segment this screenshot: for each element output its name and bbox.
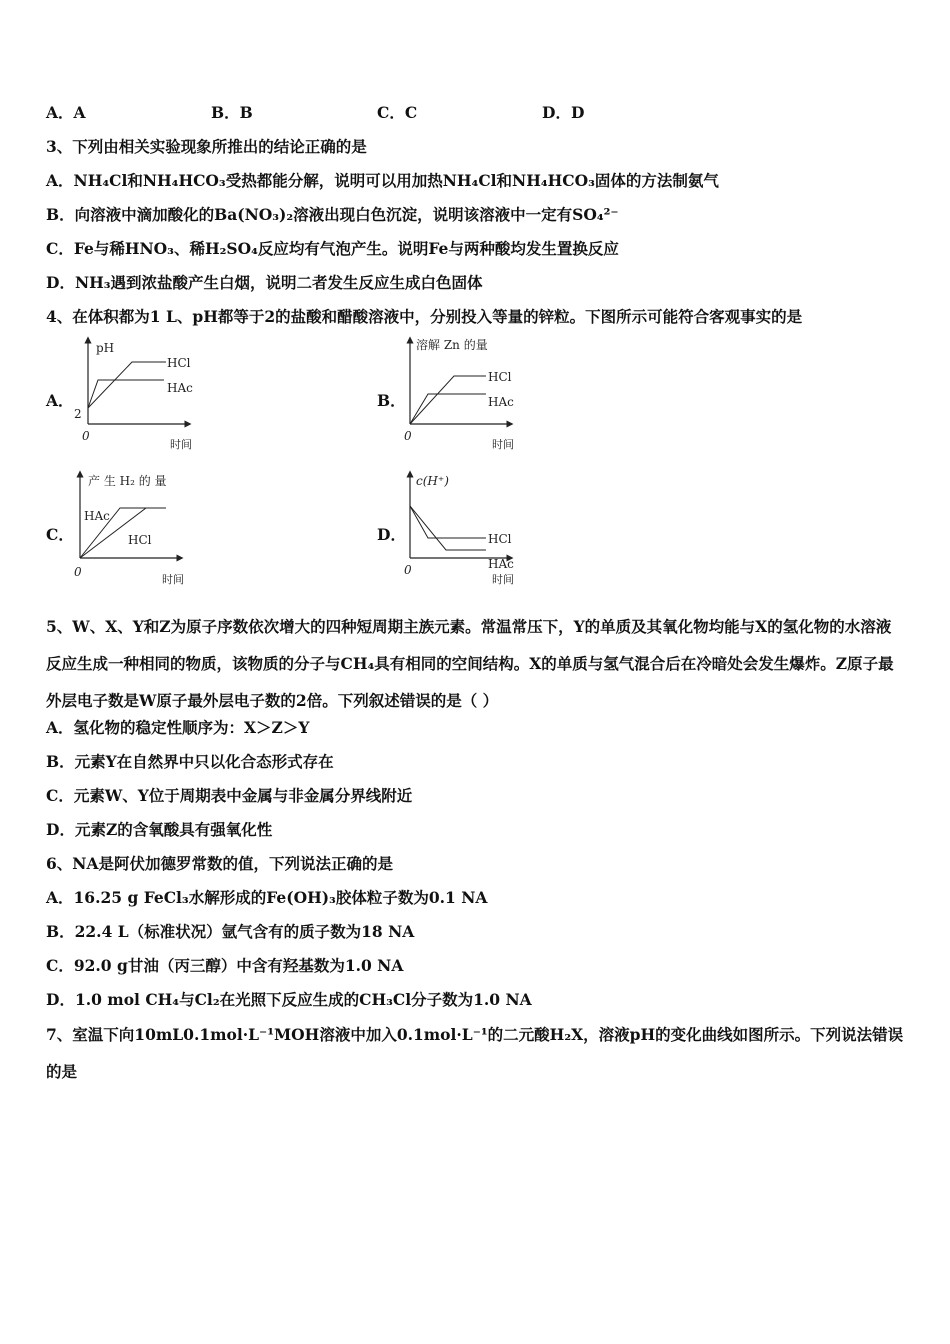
q3-option-b: B．向溶液中滴加酸化的Ba(NO₃)₂溶液出现白色沉淀，说明该溶液中一定有SO₄²⁻: [46, 205, 619, 224]
y-tick-2: 2: [74, 407, 82, 421]
q5-option-b: B．元素Y在自然界中只以化合态形式存在: [46, 752, 334, 771]
q7-stem: 7、室温下向10mL0.1mol·L⁻¹MOH溶液中加入0.1mol·L⁻¹的二元酸H₂X，溶液pH的变化曲线如图所示。下列说法错误的是: [46, 1025, 904, 1081]
origin-label: 0: [404, 429, 412, 443]
legend-hac: HAc: [84, 509, 110, 523]
series-hac-line: [88, 380, 164, 408]
option-a: A．A: [46, 103, 86, 122]
legend-hcl: HCl: [488, 532, 512, 546]
legend-hcl: HCl: [128, 533, 152, 547]
legend-hac: HAc: [167, 381, 193, 395]
q4-label-b: B．: [377, 391, 406, 410]
y-axis-label: 产 生 H₂ 的 量: [88, 474, 167, 488]
x-axis-label: 时间: [492, 438, 514, 451]
q4-label-a: A．: [46, 391, 74, 410]
legend-hac: HAc: [488, 557, 514, 571]
q6-stem: 6、NA是阿伏加德罗常数的值，下列说法正确的是: [46, 854, 393, 873]
q6-option-d: D．1.0 mol CH₄与Cl₂在光照下反应生成的CH₃Cl分子数为1.0 NA: [46, 990, 532, 1009]
q5-option-a: A．氢化物的稳定性顺序为：X＞Z＞Y: [46, 718, 310, 737]
origin-label: 0: [82, 429, 90, 443]
q6-option-b: B．22.4 L（标准状况）氩气含有的质子数为18 NA: [46, 922, 415, 941]
series-hac-line: [410, 394, 486, 424]
q4-label-d: D．: [377, 525, 406, 544]
series-hcl-line: [88, 362, 166, 408]
legend-hac: HAc: [488, 395, 514, 409]
x-axis-label: 时间: [492, 573, 514, 586]
series-hac-line: [410, 506, 486, 550]
q4-label-c: C．: [46, 525, 74, 544]
legend-hcl: HCl: [167, 356, 191, 370]
x-axis-label: 时间: [170, 438, 192, 451]
y-axis-label: c(H⁺): [416, 474, 449, 488]
legend-hcl: HCl: [488, 370, 512, 384]
y-axis-label: pH: [96, 341, 115, 355]
q5-option-d: D．元素Z的含氧酸具有强氧化性: [46, 820, 273, 839]
series-hcl-line: [410, 506, 486, 538]
x-axis-label: 时间: [162, 573, 184, 586]
q3-option-c: C．Fe与稀HNO₃、稀H₂SO₄反应均有气泡产生。说明Fe与两种酸均发生置换反应: [46, 239, 619, 258]
q6-option-c: C．92.0 g甘油（丙三醇）中含有羟基数为1.0 NA: [46, 956, 404, 975]
graph-a: [70, 336, 210, 454]
origin-label: 0: [404, 563, 412, 577]
q3-stem: 3、下列由相关实验现象所推出的结论正确的是: [46, 137, 367, 156]
graph-b: [398, 336, 538, 454]
graph-c: [66, 470, 206, 588]
q4-stem: 4、在体积都为1 L、pH都等于2的盐酸和醋酸溶液中，分别投入等量的锌粒。下图所示可能符合客观事实的是: [46, 307, 803, 326]
q3-option-a: A．NH₄Cl和NH₄HCO₃受热都能分解，说明可以用加热NH₄Cl和NH₄HCO₃固体的方法制氨气: [46, 171, 719, 190]
option-c: C．C: [377, 103, 418, 122]
option-b: B．B: [211, 103, 253, 122]
q5-stem: 5、W、X、Y和Z为原子序数依次增大的四种短周期主族元素。常温常压下，Y的单质及其氧化物均能与X的氢化物的水溶液反应生成一种相同的物质，该物质的分子与CH₄具有相同的空间结构。X的单质与氢气混合后在冷暗处会发生爆炸。Z原子最外层电子数是W原子最外层电子数的2倍。下列叙述错误的是（ ）: [46, 617, 894, 710]
option-d: D．D: [542, 103, 585, 122]
graph-d: [398, 470, 538, 588]
origin-label: 0: [74, 565, 82, 579]
q3-option-d: D．NH₃遇到浓盐酸产生白烟，说明二者发生反应生成白色固体: [46, 273, 483, 292]
y-axis-label: 溶解 Zn 的量: [416, 338, 488, 352]
q6-option-a: A．16.25 g FeCl₃水解形成的Fe(OH)₃胶体粒子数为0.1 NA: [46, 888, 488, 907]
series-hcl-line: [410, 376, 486, 424]
q5-option-c: C．元素W、Y位于周期表中金属与非金属分界线附近: [46, 786, 413, 805]
